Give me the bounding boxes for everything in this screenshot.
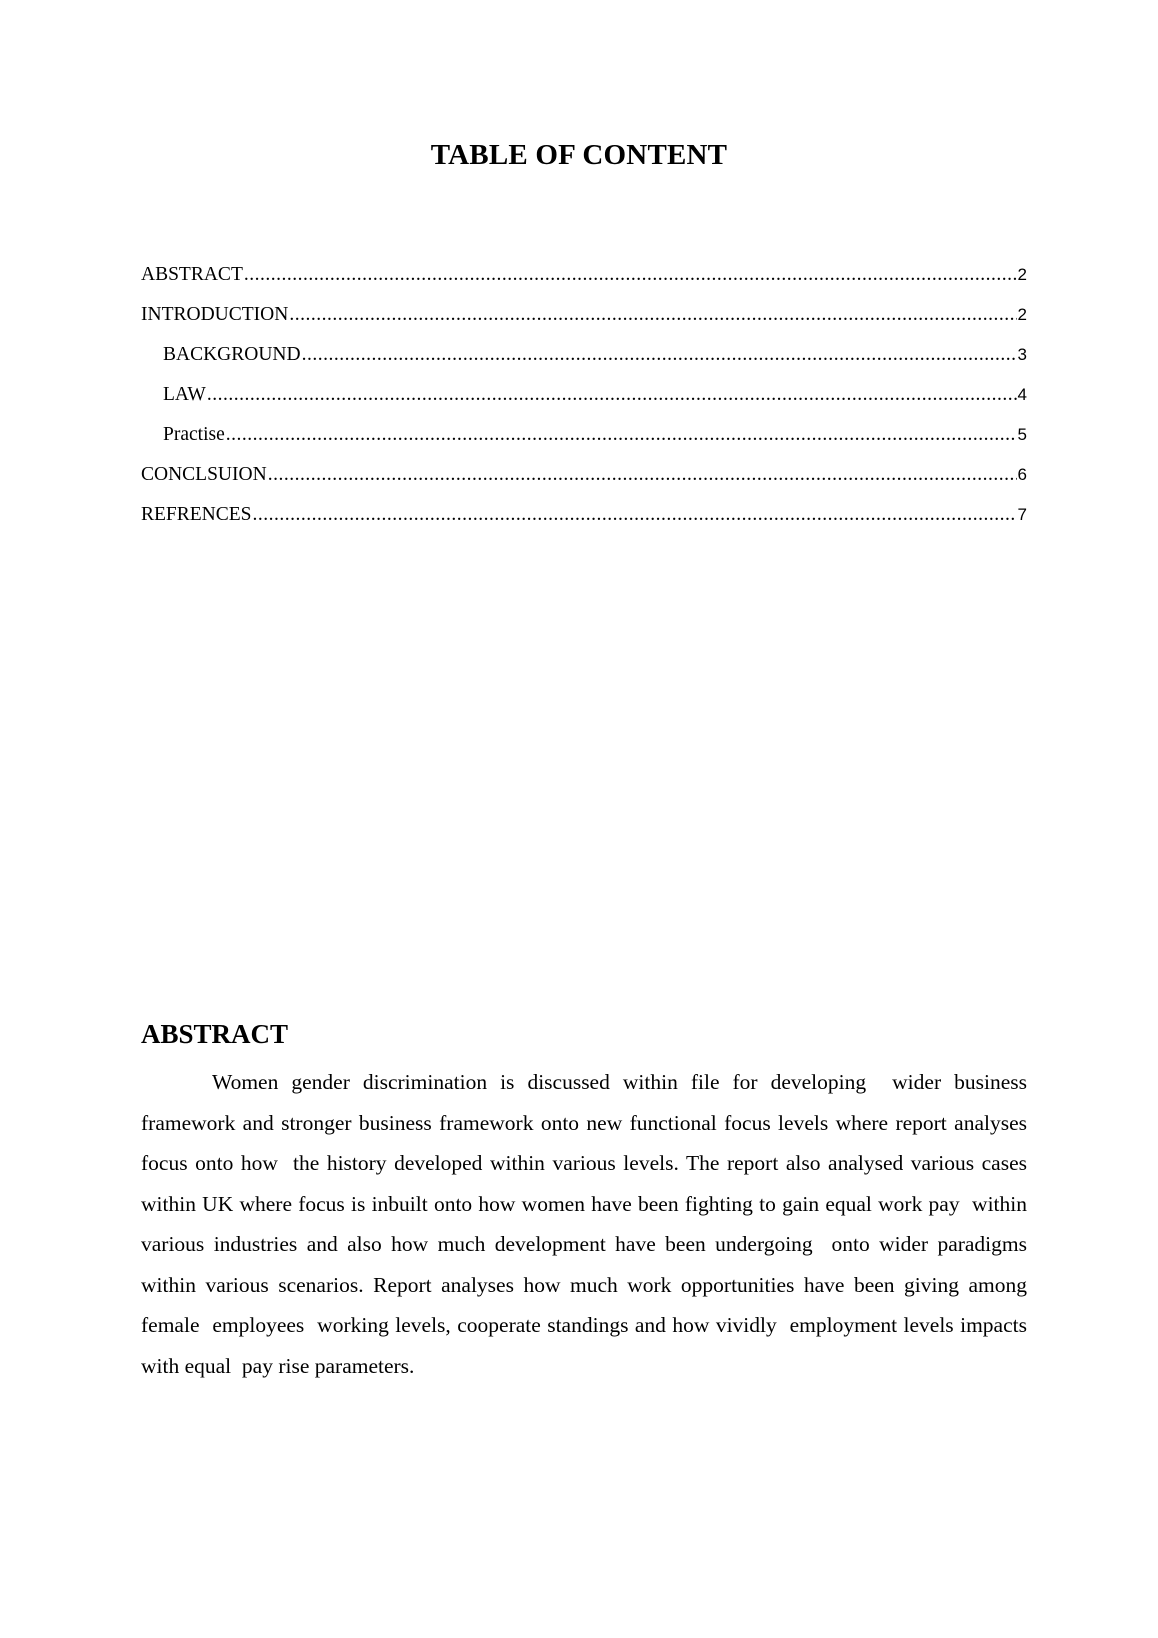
table-of-contents xyxy=(141,263,1027,543)
toc-entry-conclusion[interactable] xyxy=(141,463,1027,503)
page-title: TABLE OF CONTENT xyxy=(430,139,728,171)
toc-entry-label: REFRENCES xyxy=(141,504,252,525)
toc-dot-leader xyxy=(207,383,1017,407)
toc-entry-page-number: 7 xyxy=(1017,505,1027,524)
toc-entry-background[interactable] xyxy=(141,343,1027,383)
toc-entry-label: ABSTRACT xyxy=(141,264,243,285)
toc-entry-references[interactable] xyxy=(141,503,1027,543)
abstract-heading: ABSTRACT xyxy=(141,1019,289,1049)
toc-entry-introduction[interactable] xyxy=(141,303,1027,343)
abstract-paragraph: Women gender discrimination is discussed within file for developing wider business framework and stronger business framework onto new functional focus levels where report analyses focus onto how the history developed within various levels. The report also analysed various cases within UK where focus is inbuilt onto how women have been fighting to gain equal work pay within various industries and also how much development have been undergoing onto wider paradigms within various scenarios. Report analyses how much work opportunities have been giving among female employees working levels, cooperate standings and how vividly employment levels impacts with equal pay rise parameters. xyxy=(141,1070,1033,1378)
toc-entry-label: BACKGROUND xyxy=(163,344,301,365)
toc-dot-leader xyxy=(289,303,1016,327)
toc-entry-practise[interactable] xyxy=(141,423,1027,463)
toc-dot-leader xyxy=(268,463,1017,487)
toc-entry-label: LAW xyxy=(163,384,206,405)
toc-dot-leader xyxy=(253,503,1017,527)
toc-entry-page-number: 2 xyxy=(1017,265,1027,284)
toc-entry-label: Practise xyxy=(163,424,225,445)
toc-entry-law[interactable] xyxy=(141,383,1027,423)
toc-dot-leader xyxy=(226,423,1017,447)
toc-entry-page-number: 2 xyxy=(1017,305,1027,324)
toc-dot-leader xyxy=(244,263,1017,287)
toc-entry-page-number: 4 xyxy=(1017,385,1027,404)
toc-entry-page-number: 3 xyxy=(1017,345,1027,364)
toc-entry-page-number: 6 xyxy=(1017,465,1027,484)
toc-dot-leader xyxy=(302,343,1017,367)
toc-entry-page-number: 5 xyxy=(1017,425,1027,444)
toc-entry-abstract[interactable] xyxy=(141,263,1027,303)
toc-entry-label: INTRODUCTION xyxy=(141,304,289,325)
toc-entry-label: CONCLSUION xyxy=(141,464,267,485)
